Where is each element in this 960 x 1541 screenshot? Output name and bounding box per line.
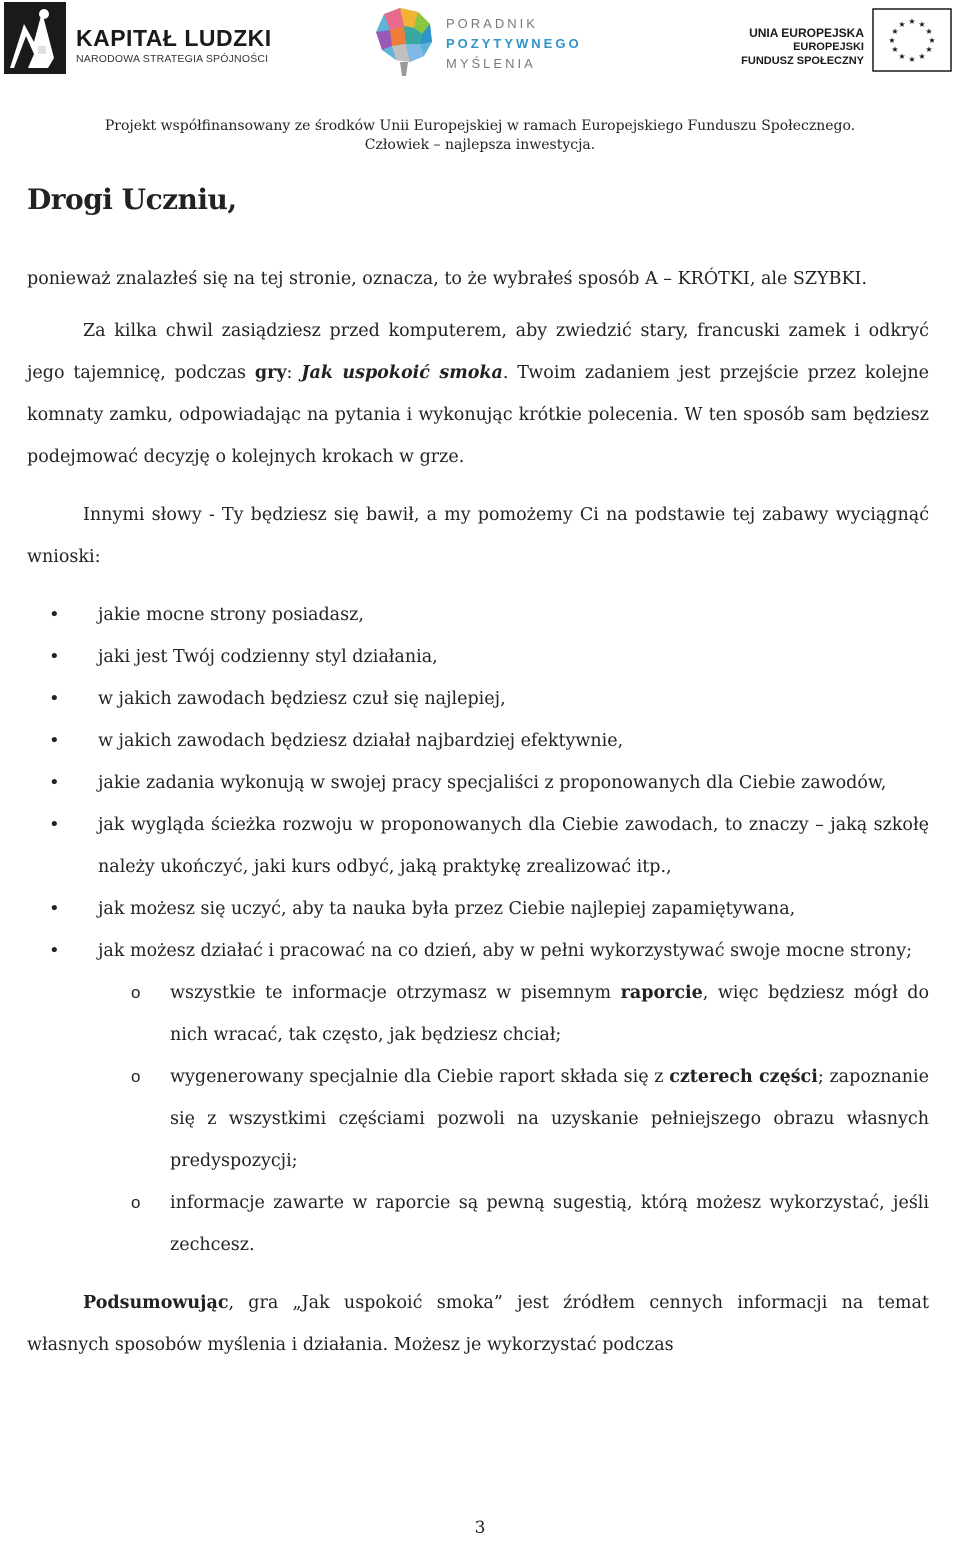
ue-line-3: FUNDUSZ SPOŁECZNY: [741, 55, 864, 67]
sublist-bold: raporcie: [620, 983, 703, 1003]
svg-text:★: ★: [925, 27, 933, 36]
poradnik-line-2: POZYTYWNEGO: [446, 36, 582, 51]
svg-text:★: ★: [898, 52, 906, 61]
project-funding-line: Projekt współfinansowany ze środków Unii Europejskiej w ramach Europejskiego Funduszu Społecznego.: [104, 118, 856, 134]
svg-text:★: ★: [928, 36, 936, 45]
list-item: • w jakich zawodach będziesz czuł się najlepiej,: [27, 678, 929, 720]
kapital-ludzki-emblem-icon: [4, 2, 66, 74]
intro-paragraph: ponieważ znalazłeś się na tej stronie, oznacza, to że wybrałeś sposób A – KRÓTKI, ale SZYBKI.: [27, 269, 868, 289]
list-item: • jak możesz się uczyć, aby ta nauka była przez Ciebie najlepiej zapamiętywana,: [27, 888, 929, 930]
svg-text:★: ★: [908, 17, 916, 26]
list-item-text: jak możesz działać i pracować na co dzień, aby w pełni wykorzystywać swoje mocne strony;: [98, 941, 913, 961]
page-title: Drogi Uczniu,: [27, 183, 237, 216]
poradnik-logo: [370, 4, 590, 80]
report-sublist: [98, 972, 929, 1266]
kapital-ludzki-text: [76, 26, 272, 65]
list-item: • jakie zadania wykonują w swojej pracy specjaliści z proponowanych dla Ciebie zawodów,: [27, 762, 929, 804]
list-item-with-sublist: [27, 930, 929, 1266]
project-motto-line: Człowiek – najlepsza inwestycja.: [364, 137, 596, 153]
summary-paragraph: [27, 1282, 929, 1366]
poradnik-line-1: PORADNIK: [446, 16, 538, 31]
sublist-text: wszystkie te informacje otrzymasz w pisemnym: [170, 983, 621, 1003]
list-item: • jakie mocne strony posiadasz,: [27, 594, 929, 636]
sublist-item: [27, 972, 929, 1056]
benefits-list: [27, 594, 929, 1266]
game-keyword: gry: [254, 363, 287, 383]
poradnik-text: [446, 14, 582, 74]
list-item: • jaki jest Twój codzienny styl działania,: [27, 636, 929, 678]
eu-flag-icon: [872, 8, 952, 72]
svg-text:★: ★: [891, 45, 899, 54]
ue-line-2: EUROPEJSKI: [793, 41, 864, 53]
kapital-ludzki-title: KAPITAŁ LUDZKI: [76, 25, 272, 51]
game-paragraph: [27, 310, 929, 478]
kapital-ludzki-subtitle: NARODOWA STRATEGIA SPÓJNOŚCI: [76, 53, 269, 65]
svg-text:★: ★: [918, 20, 926, 29]
game-text-after: . Twoim zadaniem jest przejście przez kolejne komnaty zamku, odpowiadając na pytania i wykonując krótkie polecenia. W ten sposób sam będziesz podejmować decyzję o kolejnych krokach w grze.: [27, 363, 929, 467]
ue-line-1: UNIA EUROPEJSKA: [749, 26, 864, 40]
game-title: Jak uspokoić smoka: [301, 363, 503, 383]
document-body: [27, 176, 929, 1366]
game-colon: :: [286, 363, 302, 383]
kapital-ludzki-logo: [4, 2, 304, 74]
page-number: 3: [474, 1518, 486, 1538]
sublist-bold: czterech części: [669, 1067, 818, 1087]
sublist-text: wygenerowany specjalnie dla Ciebie raport składa się z: [170, 1067, 670, 1087]
unia-europejska-text: [741, 26, 864, 68]
sublist-text: , więc będziesz mógł do nich wracać, tak często, jak będziesz chciał;: [170, 983, 929, 1045]
svg-text:★: ★: [908, 55, 916, 64]
sublist-item: [27, 1056, 929, 1182]
svg-text:★: ★: [888, 36, 896, 45]
svg-text:★: ★: [925, 45, 933, 54]
summary-text: , gra „Jak uspokoić smoka” jest źródłem cennych informacji na temat własnych sposobów myślenia i działania. Możesz je wykorzystać podczas: [27, 1293, 929, 1355]
list-item: • jak wygląda ścieżka rozwoju w proponowanych dla Ciebie zawodach, to znaczy – jaką szkołę należy ukończyć, jaki kurs odbyć, jaką praktykę zrealizować itp.,: [27, 804, 929, 888]
list-item: • w jakich zawodach będziesz działał najbardziej efektywnie,: [27, 720, 929, 762]
brain-icon: [370, 4, 438, 80]
unia-europejska-logo: [741, 8, 960, 78]
poradnik-line-3: MYŚLENIA: [446, 56, 536, 71]
svg-text:★: ★: [898, 20, 906, 29]
game-text-before: Za kilka chwil zasiądziesz przed komputerem, aby zwiedzić stary, francuski zamek i odkryć jego tajemnicę, podczas: [27, 321, 929, 383]
conclusions-paragraph: Innymi słowy - Ty będziesz się bawił, a my pomożemy Ci na podstawie tej zabawy wyciągnąć wnioski:: [27, 505, 929, 567]
sublist-item: o informacje zawarte w raporcie są pewną sugestią, którą możesz wykorzystać, jeśli zechcesz.: [27, 1182, 929, 1266]
sublist-text: ; zapoznanie się z wszystkimi częściami pozwoli na uzyskanie pełniejszego obrazu własnych predyspozycji;: [170, 1067, 930, 1171]
svg-text:★: ★: [918, 52, 926, 61]
svg-text:★: ★: [891, 27, 899, 36]
document-header: [0, 0, 960, 160]
summary-bold: Podsumowując: [83, 1293, 229, 1313]
